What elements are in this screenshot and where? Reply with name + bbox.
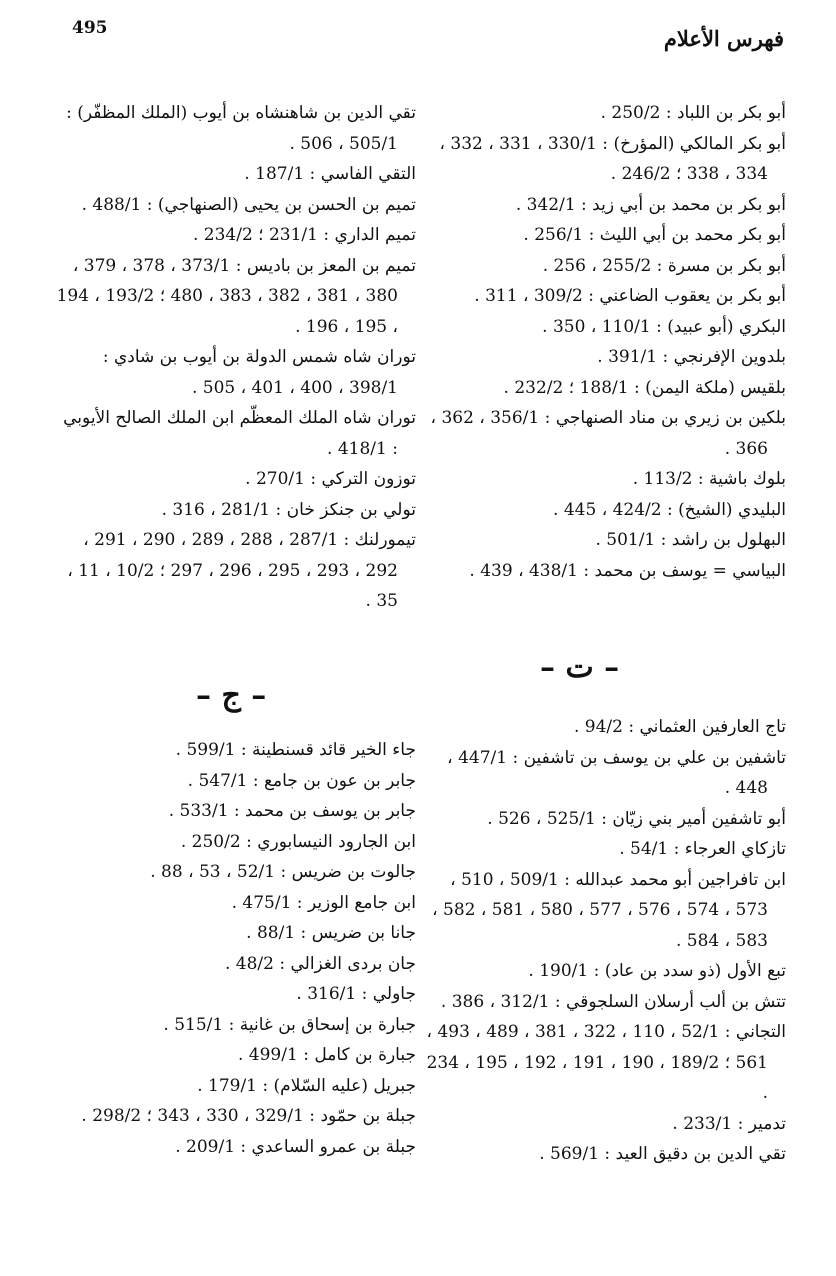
index-entry: جبارة بن إسحاق بن غانية : 515/1 . [163, 1014, 416, 1035]
index-entry: أبو بكر بن محمد بن أبي زيد : 342/1 . [515, 194, 786, 215]
page-number: 495 [72, 18, 108, 38]
index-entry: بلوك باشية : 113/2 . [632, 469, 786, 489]
index-column-left [56, 98, 416, 617]
index-entry: البكري (أبو عبيد) : 110/1 ، 350 . [542, 316, 786, 337]
index-entry: جالوت بن ضريس : 52/1 ، 53 ، 88 . [150, 862, 416, 882]
index-entry: أبو بكر بن مسرة : 255/2 ، 256 . [542, 255, 786, 276]
index-entry: البهلول بن راشد : 501/1 . [595, 530, 786, 550]
index-entry: جبارة بن كامل : 499/1 . [237, 1045, 416, 1065]
index-entry: بلكين بن زيري بن مناد الصنهاجي : 356/1 ، 362 ، 366 . [430, 408, 786, 459]
index-entry: البليدي (الشيخ) : 424/2 ، 445 . [553, 499, 786, 520]
index-column-right [424, 98, 786, 586]
index-entry: أبو بكر المالكي (المؤرخ) : 330/1 ، 331 ، 332 ، 334 ، 338 ؛ 246/2 . [439, 133, 786, 184]
index-entry: تميم بن الحسن بن يحيى (الصنهاجي) : 488/1 . [81, 194, 416, 215]
index-entry: ابن الجارود النيسابوري : 250/2 . [180, 831, 416, 852]
index-entry: جاء الخير قائد قسنطينة : 599/1 . [175, 740, 416, 760]
index-entry: تولي بن جنكز خان : 281/1 ، 316 . [161, 499, 416, 520]
section-heading-jim: – ج – [196, 678, 267, 713]
index-entry: تاشفين بن علي بن يوسف بن تاشفين : 447/1 ، 448 . [447, 747, 786, 798]
index-entry: جانا بن ضريس : 88/1 . [246, 923, 416, 943]
index-entry: التجاني : 52/1 ، 110 ، 322 ، 381 ، 489 ، 493 ، 561 ؛ 189/2 ، 190 ، 191 ، 192 ، 195 ، 234 . [426, 1022, 786, 1103]
index-entry: بلدوين الإفرنجي : 391/1 . [597, 347, 786, 367]
index-entry: أبو بكر محمد بن أبي الليث : 256/1 . [523, 225, 786, 245]
index-entry: تميم الداري : 231/1 ؛ 234/2 . [192, 225, 416, 245]
section-jim-entries [56, 735, 416, 1162]
index-entry: توران شاه الملك المعظّم ابن الملك الصالح الأيوبي : 418/1 . [63, 408, 416, 459]
index-entry: ابن جامع الوزير : 475/1 . [231, 892, 416, 913]
index-entry: جاولي : 316/1 . [296, 984, 416, 1004]
index-entry: جبريل (عليه السّلام) : 179/1 . [197, 1075, 416, 1096]
index-entry: تازكاي العرجاء : 54/1 . [619, 839, 786, 859]
index-entry: جبلة بن عمرو الساعدي : 209/1 . [175, 1136, 416, 1157]
index-entry: البياسي = يوسف بن محمد : 438/1 ، 439 . [469, 560, 786, 581]
index-entry: جابر بن يوسف بن محمد : 533/1 . [168, 801, 416, 821]
index-entry: تاج العارفين العثماني : 94/2 . [573, 717, 786, 737]
index-entry: تتش بن ألب أرسلان السلجوقي : 312/1 ، 386 . [440, 991, 786, 1012]
index-entry: جبلة بن حمّود : 329/1 ، 330 ، 343 ؛ 298/2 . [81, 1106, 416, 1126]
index-entry: بلقيس (ملكة اليمن) : 188/1 ؛ 232/2 . [503, 377, 786, 398]
index-entry: تدمير : 233/1 . [672, 1113, 786, 1134]
index-entry: ابن تافراجين أبو محمد عبدالله : 509/1 ، 510 ، 573 ، 574 ، 576 ، 577 ، 580 ، 581 ، 582 ، 583 ، 584 . [432, 869, 786, 951]
index-entry: تميم بن المعز بن باديس : 373/1 ، 378 ، 379 ، 380 ، 381 ، 382 ، 383 ، 480 ؛ 193/2 ، 194 ، 195 ، 196 . [56, 255, 416, 337]
index-entry: أبو بكر بن يعقوب الضاعني : 309/2 ، 311 . [474, 286, 786, 306]
section-heading-ta: – ت – [540, 650, 620, 685]
index-entry: توزون التركي : 270/1 . [245, 469, 416, 489]
index-entry: تيمورلنك : 287/1 ، 288 ، 289 ، 290 ، 291 ، 292 ، 293 ، 295 ، 296 ، 297 ؛ 10/2 ، 11 ، 35 . [67, 530, 416, 611]
index-entry: توران شاه شمس الدولة بن أيوب بن شادي : 398/1 ، 400 ، 401 ، 505 . [102, 347, 416, 398]
section-ta-entries [424, 712, 786, 1170]
index-entry: أبو بكر بن اللباد : 250/2 . [600, 103, 786, 123]
index-entry: جابر بن عون بن جامع : 547/1 . [187, 770, 416, 791]
index-entry: أبو تاشفين أمير بني زيّان : 525/1 ، 526 . [487, 808, 786, 829]
running-head: فهرس الأعلام [663, 26, 784, 51]
index-entry: تقي الدين بن شاهنشاه بن أيوب (الملك المظفّر) : 505/1 ، 506 . [66, 103, 416, 154]
index-entry: تبع الأول (ذو سدد بن عاد) : 190/1 . [528, 961, 786, 981]
index-entry: تقي الدين بن دقيق العيد : 569/1 . [539, 1144, 786, 1164]
index-entry: جان بردى الغزالي : 48/2 . [224, 953, 416, 974]
index-entry: التقي الفاسي : 187/1 . [244, 164, 416, 184]
